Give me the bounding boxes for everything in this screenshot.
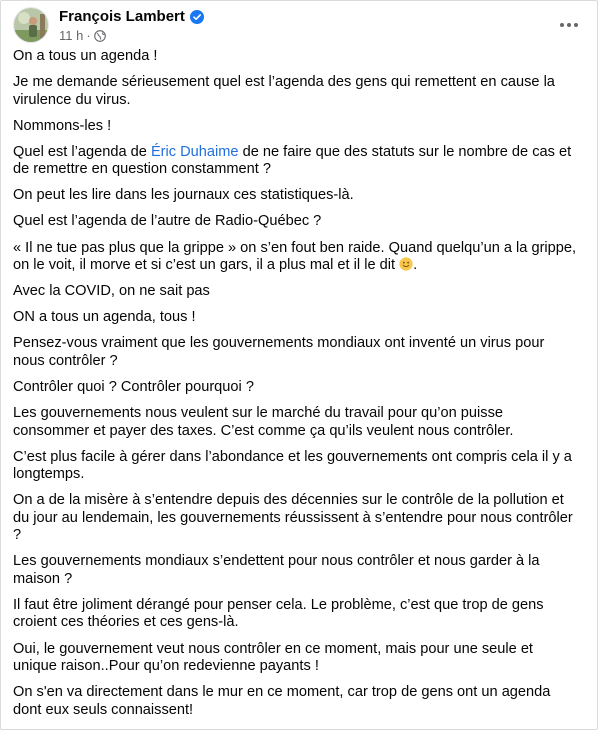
meta-separator: · <box>86 28 91 43</box>
paragraph: Avec la COVID, on ne sait pas <box>13 283 210 300</box>
paragraph: On s'en va directement dans le mur en ce moment, car trop de gens ont un agenda dont eux seuls connaissent! <box>13 684 551 718</box>
paragraph: ON a tous un agenda, tous ! <box>13 309 196 326</box>
paragraph-text: . <box>413 257 418 274</box>
paragraph <box>13 240 579 275</box>
paragraph: Je me demande sérieusement quel est l’agenda des gens qui remettent en cause la virulence du virus. <box>13 74 555 108</box>
post-timestamp[interactable]: 11 h <box>59 28 84 43</box>
avatar-photo-icon <box>14 8 49 43</box>
paragraph: Quel est l’agenda de l’autre de Radio-Québec ? <box>13 213 322 230</box>
author-line <box>59 8 204 25</box>
more-options-button[interactable] <box>553 13 585 37</box>
mention-link[interactable]: Éric Duhaime <box>150 143 239 160</box>
verified-badge-icon <box>190 10 204 24</box>
paragraph: Contrôler quoi ? Contrôler pourquoi ? <box>13 378 254 395</box>
paragraph <box>13 144 579 179</box>
author-name[interactable]: François Lambert <box>59 8 185 25</box>
paragraph: Les gouvernements mondiaux s’endettent pour nous contrôler et nous garder à la maison ? <box>13 553 540 587</box>
paragraph: Il faut être joliment dérangé pour penser cela. Le problème, c’est que trop de gens croient ces théories et ces gens-là. <box>13 596 544 631</box>
paragraph-text: de ne faire que des statuts sur le nombre de cas et de remettre en question constamment ? <box>13 143 572 178</box>
globe-icon[interactable] <box>94 30 106 42</box>
post-header <box>13 7 585 43</box>
post-meta <box>59 28 106 43</box>
author-avatar[interactable] <box>13 7 49 43</box>
paragraph: C’est plus facile à gérer dans l’abondance et les gouvernements ont compris cela il y a longtemps. <box>13 448 572 483</box>
paragraph: Les gouvernements nous veulent sur le marché du travail pour qu’on puisse consommer et payer des taxes. C’est comme ça qu’ils veulent nous contrôler. <box>13 405 514 439</box>
paragraph-text: « Il ne tue pas plus que la grippe » on s’en fout ben raide. Quand quelqu’un a la grippe, on le voit, il morve et si c’est un gars, il a plus mal et il le dit <box>13 239 577 274</box>
more-options-icon <box>559 23 580 27</box>
paragraph: Pensez-vous vraiment que les gouvernements mondiaux ont inventé un virus pour nous contrôler ? <box>13 335 545 369</box>
paragraph: On peut les lire dans les journaux ces statistiques-là. <box>13 187 354 204</box>
paragraph: Oui, le gouvernement veut nous contrôler en ce moment, mais pour une seule et unique raison..Pour qu’on redevienne payants ! <box>13 640 533 674</box>
post-text <box>13 48 579 728</box>
paragraph: On a tous un agenda ! <box>13 48 158 64</box>
paragraph: Nommons-les ! <box>13 117 112 134</box>
smiling-face-emoji-icon <box>399 257 413 271</box>
paragraph-text: Quel est l’agenda de <box>13 143 151 160</box>
paragraph: On a de la misère à s’entendre depuis des décennies sur le contrôle de la pollution et du jour au lendemain, les gouvernements réussissent à s’entendre pour nous contrôler ? <box>13 492 573 544</box>
